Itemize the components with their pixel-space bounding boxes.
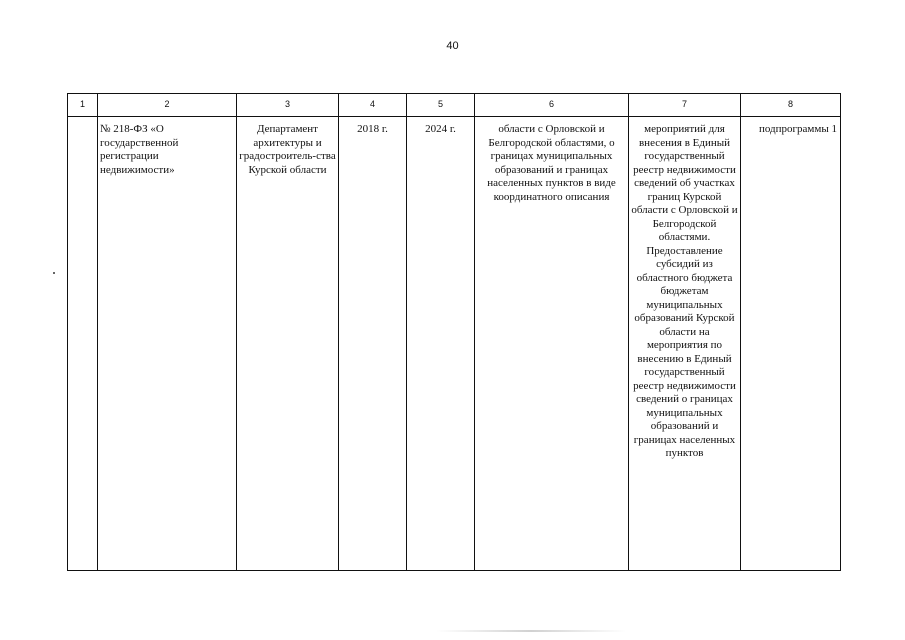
cell-start-year: 2018 г. [339,117,407,571]
scan-smudge [436,630,626,632]
header-col-3: 3 [237,94,339,117]
program-table [67,93,841,571]
header-col-4: 4 [339,94,407,117]
table-row [68,117,841,571]
table-header-row [68,94,841,117]
cell-number [68,117,98,571]
cell-activities: мероприятий для внесения в Единый государственный реестр недвижимости сведений об участках границ Курской области с Орловской и Белгородской областями. Предоставление субсидий из областного бюджета бюджетам муниципальных образований Курской области на мероприятия по внесению в Единый государственный реестр недвижимости сведений о границах муниципальных образований и границах населенных пунктов [629,117,741,571]
page-number: 40 [446,40,459,52]
header-col-7: 7 [629,94,741,117]
cell-expected-result: области с Орловской и Белгородской областями, о границах муниципальных образований и границах населенных пунктов в виде координатного описания [475,117,629,571]
scan-speck [53,272,55,274]
cell-end-year: 2024 г. [407,117,475,571]
header-col-6: 6 [475,94,629,117]
cell-subprogram: подпрограммы 1 [741,117,841,571]
header-col-5: 5 [407,94,475,117]
header-col-2: 2 [98,94,237,117]
cell-legal-basis: № 218-ФЗ «О государственной регистрации недвижимости» [98,117,237,571]
header-col-8: 8 [741,94,841,117]
header-col-1: 1 [68,94,98,117]
cell-executor: Департамент архитектуры и градостроитель-ства Курской области [237,117,339,571]
